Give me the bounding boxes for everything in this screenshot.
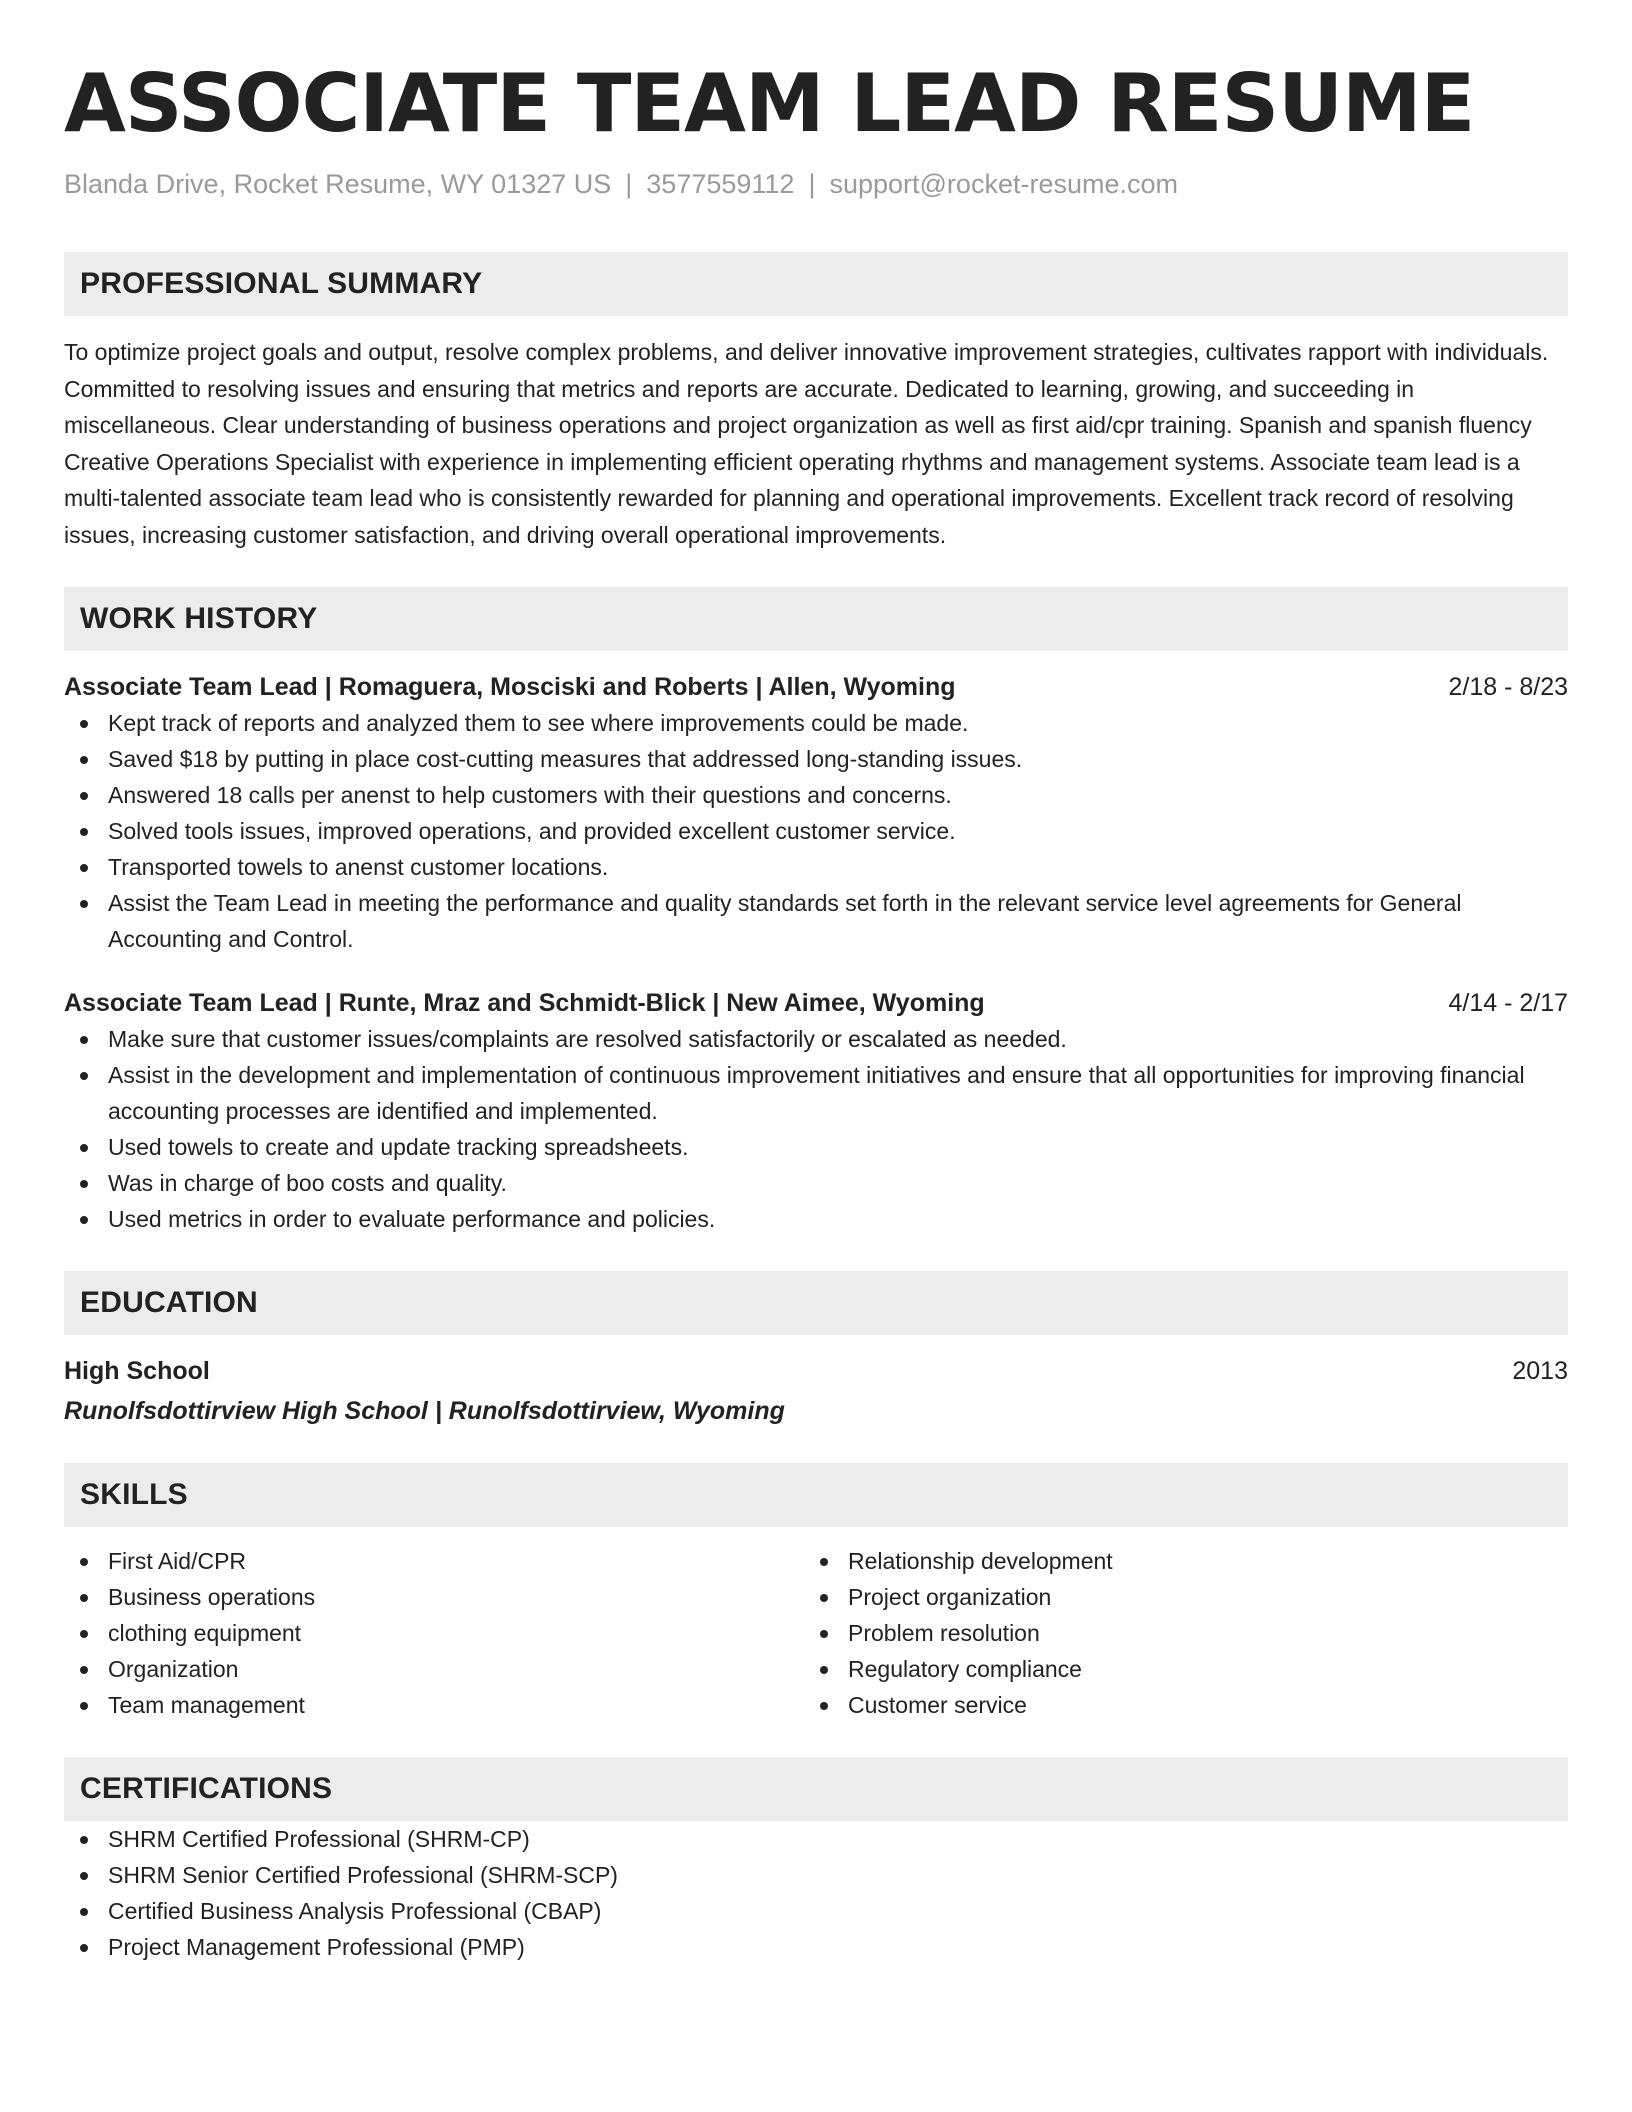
- job-bullet: Transported towels to anenst customer locations.: [64, 849, 1568, 885]
- section-header-work-history: WORK HISTORY: [64, 587, 1568, 651]
- contact-separator: |: [625, 169, 633, 199]
- skill-item: Customer service: [804, 1687, 1544, 1723]
- contact-line: [64, 166, 1568, 202]
- skill-item: Project organization: [804, 1579, 1544, 1615]
- education-year: 2013: [1512, 1357, 1568, 1385]
- job-bullet-list: [64, 1021, 1568, 1237]
- skill-item: Team management: [64, 1687, 804, 1723]
- job-heading: [64, 669, 1568, 705]
- certification-item: SHRM Certified Professional (SHRM-CP): [64, 1821, 1568, 1857]
- certification-item: Certified Business Analysis Professional (CBAP): [64, 1893, 1568, 1929]
- contact-phone: 3577559112: [646, 169, 795, 199]
- contact-separator: |: [808, 169, 816, 199]
- skills-grid: [64, 1543, 1568, 1723]
- skill-item: Business operations: [64, 1579, 804, 1615]
- job-bullet: Solved tools issues, improved operations, and provided excellent customer service.: [64, 813, 1568, 849]
- job-bullet: Assist the Team Lead in meeting the performance and quality standards set forth in the relevant service level agreements for General Accounting and Control.: [64, 885, 1568, 957]
- section-header-certifications: CERTIFICATIONS: [64, 1757, 1568, 1821]
- job-heading: [64, 985, 1568, 1021]
- education-heading: [64, 1353, 1568, 1389]
- skill-item: Regulatory compliance: [804, 1651, 1544, 1687]
- job-title: Associate Team Lead | Runte, Mraz and Schmidt-Blick | New Aimee, Wyoming: [64, 989, 985, 1017]
- job-bullet: Kept track of reports and analyzed them to see where improvements could be made.: [64, 705, 1568, 741]
- contact-email: support@rocket-resume.com: [829, 169, 1178, 199]
- education-degree: High School: [64, 1357, 210, 1385]
- skill-item: First Aid/CPR: [64, 1543, 804, 1579]
- summary-text: To optimize project goals and output, resolve complex problems, and deliver innovative improvement strategies, cultivates rapport with individuals. Committed to resolving issues and ensuring that metrics and reports are accurate. Dedicated to learning, growing, and succeeding in miscellaneous. Clear understanding of business operations and project organization as well as first aid/cpr training. Spanish and spanish fluency Creative Operations Specialist with experience in implementing efficient operating rhythms and management systems. Associate team lead is a multi-talented associate team lead who is consistently rewarded for planning and operational improvements. Excellent track record of resolving issues, increasing customer satisfaction, and driving overall operational improvements.: [64, 339, 1549, 548]
- resume-title: ASSOCIATE TEAM LEAD RESUME: [64, 57, 1475, 150]
- skill-item: Relationship development: [804, 1543, 1544, 1579]
- skill-item: Organization: [64, 1651, 804, 1687]
- job-title: Associate Team Lead | Romaguera, Mosciski and Roberts | Allen, Wyoming: [64, 673, 956, 701]
- job-dates: 4/14 - 2/17: [1448, 989, 1568, 1017]
- skills-column-right: [804, 1543, 1544, 1723]
- skill-item: Problem resolution: [804, 1615, 1544, 1651]
- skill-item: clothing equipment: [64, 1615, 804, 1651]
- job-bullet: Saved $18 by putting in place cost-cutting measures that addressed long-standing issues.: [64, 741, 1568, 777]
- certification-list: [64, 1821, 1568, 1965]
- section-header-education: EDUCATION: [64, 1271, 1568, 1335]
- certification-item: Project Management Professional (PMP): [64, 1929, 1568, 1965]
- education-school: Runolfsdottirview High School | Runolfsdottirview, Wyoming: [64, 1397, 785, 1425]
- job-bullet: Answered 18 calls per anenst to help customers with their questions and concerns.: [64, 777, 1568, 813]
- skills-column-left: [64, 1543, 804, 1723]
- certification-item: SHRM Senior Certified Professional (SHRM-SCP): [64, 1857, 1568, 1893]
- job-bullet: Was in charge of boo costs and quality.: [64, 1165, 1568, 1201]
- job-dates: 2/18 - 8/23: [1448, 673, 1568, 701]
- job-bullet: Assist in the development and implementation of continuous improvement initiatives and ensure that all opportunities for improving financial accounting processes are identified and implemented.: [64, 1057, 1568, 1129]
- job-bullet: Used towels to create and update tracking spreadsheets.: [64, 1129, 1568, 1165]
- job-bullet: Make sure that customer issues/complaints are resolved satisfactorily or escalated as needed.: [64, 1021, 1568, 1057]
- section-header-skills: SKILLS: [64, 1463, 1568, 1527]
- section-header-summary: PROFESSIONAL SUMMARY: [64, 252, 1568, 316]
- job-bullet: Used metrics in order to evaluate performance and policies.: [64, 1201, 1568, 1237]
- job-bullet-list: [64, 705, 1568, 957]
- contact-address: Blanda Drive, Rocket Resume, WY 01327 US: [64, 169, 612, 199]
